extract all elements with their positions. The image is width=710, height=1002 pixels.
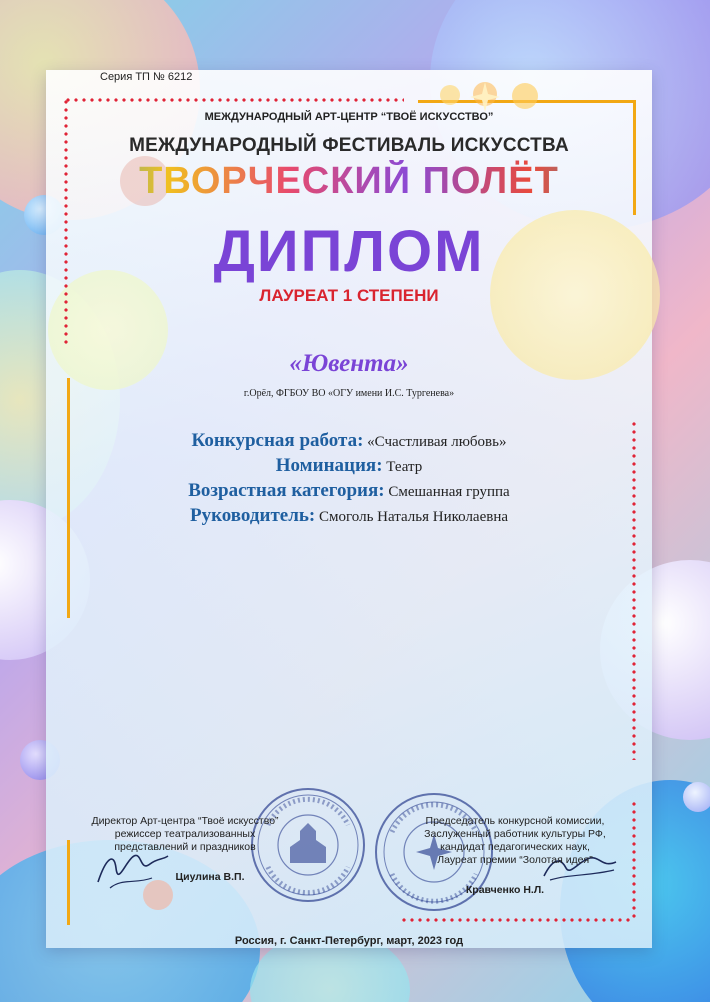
field-label: Конкурсная работа: — [191, 430, 364, 451]
dotted-border-bottom — [400, 918, 632, 922]
fields-block — [46, 430, 652, 530]
festival-title: МЕЖДУНАРОДНЫЙ ФЕСТИВАЛЬ ИСКУССТВА — [129, 135, 569, 156]
signature-left-name: Циулина В.П. — [175, 871, 245, 883]
field-value: Смешанная группа — [388, 484, 510, 500]
field-value: «Счастливая любовь» — [367, 434, 507, 450]
festival-name: ТВОРЧЕСКИЙ ПОЛЁТ — [46, 160, 652, 203]
bg-blob — [683, 782, 710, 812]
recipient-place: г.Орёл, ФГБОУ ВО «ОГУ имени И.С. Тургенева» — [243, 388, 455, 399]
field-leader — [46, 505, 652, 530]
dotted-border-top — [64, 98, 404, 102]
field-value: Смоголь Наталья Николаевна — [319, 509, 509, 525]
field-value: Театр — [386, 459, 423, 475]
dotted-border-right-bottom — [632, 800, 636, 920]
footer-location-date: Россия, г. Санкт-Петербург, март, 2023 год — [234, 935, 464, 947]
recipient-name: «Ювента» — [289, 350, 409, 377]
diploma-title: ДИПЛОМ — [213, 219, 485, 284]
organization-name: МЕЖДУНАРОДНЫЙ АРТ-ЦЕНТР “ТВОЁ ИСКУССТВО” — [204, 111, 494, 123]
field-age-category — [46, 480, 652, 505]
signature-right-name: Кравченко Н.Л. — [465, 884, 545, 896]
series-number: Серия ТП № 6212 — [100, 71, 193, 83]
signature-right-block — [400, 815, 630, 867]
signature-left-block — [70, 815, 300, 854]
field-work — [46, 430, 652, 455]
field-label: Номинация: — [275, 455, 383, 476]
signature-right-line: Председатель конкурсной комиссии, — [425, 815, 605, 827]
signature-left-line: режиссер театрализованных — [114, 828, 256, 840]
signature-right-line: Заслуженный работник культуры РФ, — [424, 828, 606, 840]
field-label: Возрастная категория: — [188, 480, 385, 501]
field-nomination — [46, 455, 652, 480]
signature-right-line: кандидат педагогических наук, — [440, 841, 590, 853]
signature-left-line: Директор Арт-центра “Твоё искусство” — [91, 815, 279, 827]
field-label: Руководитель: — [189, 505, 316, 526]
signature-right-line: Лауреат премии “Золотая идея” — [437, 854, 593, 866]
award-level: ЛАУРЕАТ 1 СТЕПЕНИ — [259, 286, 439, 305]
signature-left-line: представлений и праздников — [114, 841, 256, 853]
